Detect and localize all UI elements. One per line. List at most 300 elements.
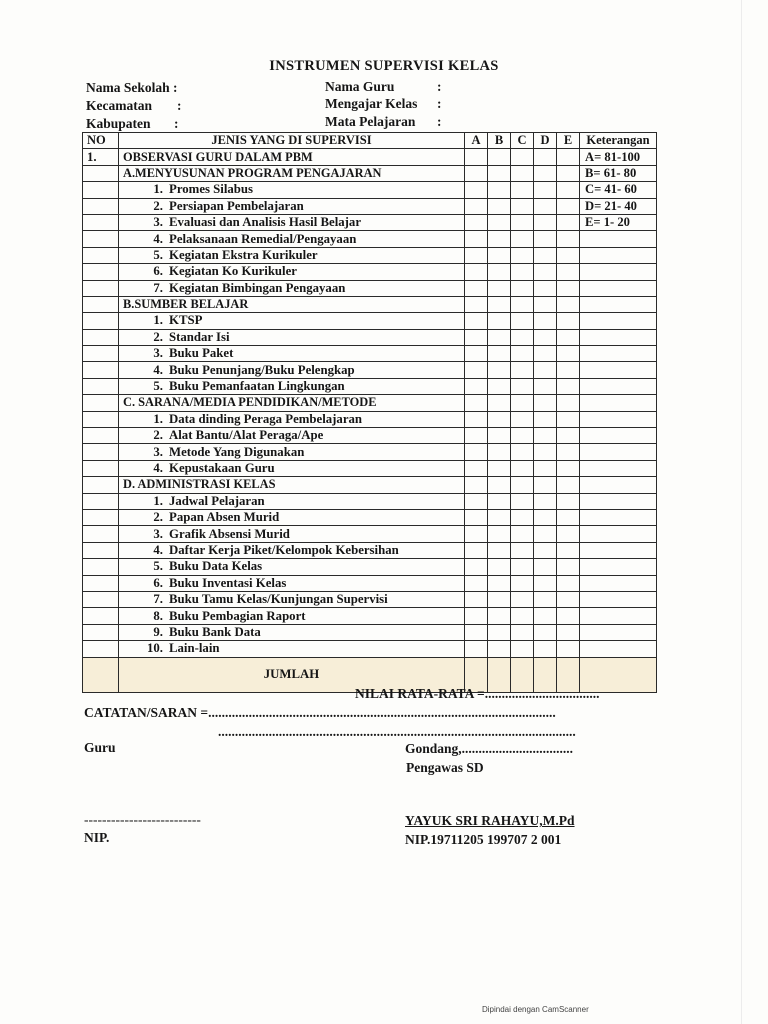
score-cell-a <box>465 264 488 280</box>
score-cell-d <box>534 149 557 165</box>
score-cell-a <box>465 214 488 230</box>
score-cell-a <box>465 231 488 247</box>
score-cell-e <box>557 346 580 362</box>
field-kabupaten <box>86 116 179 132</box>
keterangan-cell <box>580 378 657 394</box>
score-cell-d <box>534 231 557 247</box>
keterangan-cell: E= 1- 20 <box>580 214 657 230</box>
item-label: Buku Paket <box>169 346 234 361</box>
score-cell-b <box>488 559 511 575</box>
guru-signature-line: -------------------------- <box>84 812 201 827</box>
score-cell-c <box>511 509 534 525</box>
score-cell-e <box>557 559 580 575</box>
item-label: Buku Pemanfaatan Lingkungan <box>169 379 345 394</box>
cell-no <box>83 411 119 427</box>
table-row <box>83 624 657 640</box>
item-number: 4. <box>153 542 163 557</box>
score-cell-c <box>511 411 534 427</box>
score-cell-e <box>557 231 580 247</box>
score-cell-a <box>465 280 488 296</box>
item-cell <box>119 460 465 476</box>
keterangan-cell <box>580 559 657 575</box>
role-pengawas: Pengawas SD <box>406 760 484 775</box>
score-cell-b <box>488 477 511 493</box>
total-no-cell <box>83 657 119 692</box>
score-cell-a <box>465 411 488 427</box>
score-cell-e <box>557 411 580 427</box>
score-cell-c <box>511 247 534 263</box>
score-cell-c <box>511 264 534 280</box>
table-row <box>83 559 657 575</box>
score-cell-c <box>511 346 534 362</box>
score-cell-b <box>488 444 511 460</box>
table-section-row <box>83 395 657 411</box>
keterangan-cell <box>580 280 657 296</box>
table-row <box>83 280 657 296</box>
score-cell-e <box>557 526 580 542</box>
keterangan-cell <box>580 575 657 591</box>
header-no: NO <box>83 133 119 149</box>
table-row <box>83 575 657 591</box>
score-cell-b <box>488 296 511 312</box>
score-cell-a <box>465 608 488 624</box>
score-cell-a <box>465 395 488 411</box>
score-cell-d <box>534 378 557 394</box>
score-cell-a <box>465 460 488 476</box>
score-cell-e <box>557 264 580 280</box>
keterangan-cell <box>580 460 657 476</box>
cell-no <box>83 542 119 558</box>
item-label: Buku Inventasi Kelas <box>169 575 287 590</box>
table-row <box>83 444 657 460</box>
item-number: 9. <box>153 624 163 639</box>
item-label: Jadwal Pelajaran <box>169 493 265 508</box>
table-row <box>83 346 657 362</box>
score-cell-a <box>465 378 488 394</box>
item-cell <box>119 280 465 296</box>
cell-no <box>83 198 119 214</box>
score-cell-c <box>511 280 534 296</box>
field-kecamatan <box>86 98 182 114</box>
item-label: Evaluasi dan Analisis Hasil Belajar <box>169 215 361 230</box>
score-cell-e <box>557 591 580 607</box>
score-cell-b <box>488 428 511 444</box>
item-label: Buku Tamu Kelas/Kunjungan Supervisi <box>169 592 388 607</box>
cell-no <box>83 247 119 263</box>
header-b: B <box>488 133 511 149</box>
score-cell-e <box>557 460 580 476</box>
score-cell-d <box>534 493 557 509</box>
cell-no <box>83 182 119 198</box>
score-cell-a <box>465 509 488 525</box>
cell-no <box>83 165 119 181</box>
keterangan-cell <box>580 411 657 427</box>
table-row <box>83 608 657 624</box>
cell-no <box>83 264 119 280</box>
score-cell-e <box>557 149 580 165</box>
field-mengajar-kelas <box>325 96 442 112</box>
score-cell-d <box>534 198 557 214</box>
item-cell <box>119 493 465 509</box>
cell-no <box>83 329 119 345</box>
score-cell-d <box>534 362 557 378</box>
score-cell-e <box>557 296 580 312</box>
cell-no <box>83 493 119 509</box>
score-cell-b <box>488 509 511 525</box>
item-cell <box>119 378 465 394</box>
keterangan-cell <box>580 526 657 542</box>
field-nama-guru-colon: : <box>437 79 442 94</box>
item-number: 5. <box>153 247 163 262</box>
score-cell-d <box>534 280 557 296</box>
item-label: Kegiatan Ko Kurikuler <box>169 264 297 279</box>
score-cell-b <box>488 362 511 378</box>
item-number: 7. <box>153 592 163 607</box>
table-row <box>83 214 657 230</box>
table-row <box>83 198 657 214</box>
score-cell-d <box>534 526 557 542</box>
score-cell-c <box>511 214 534 230</box>
section-title: C. SARANA/MEDIA PENDIDIKAN/METODE <box>119 395 465 411</box>
item-number: 1. <box>153 182 163 197</box>
field-mata-pelajaran-label: Mata Pelajaran <box>325 114 416 129</box>
item-number: 2. <box>153 428 163 443</box>
score-cell-b <box>488 346 511 362</box>
total-label: JUMLAH <box>119 657 465 692</box>
supervisor-name: YAYUK SRI RAHAYU,M.Pd <box>405 813 575 828</box>
item-label: Buku Penunjang/Buku Pelengkap <box>169 362 355 377</box>
score-cell-e <box>557 313 580 329</box>
score-cell-c <box>511 231 534 247</box>
place-date: Gondang,................................. <box>405 741 574 756</box>
item-cell <box>119 444 465 460</box>
score-cell-d <box>534 608 557 624</box>
table-row <box>83 362 657 378</box>
score-cell-d <box>534 460 557 476</box>
score-cell-e <box>557 608 580 624</box>
item-cell <box>119 608 465 624</box>
keterangan-cell <box>580 493 657 509</box>
header-c: C <box>511 133 534 149</box>
score-cell-b <box>488 247 511 263</box>
cell-no <box>83 641 119 657</box>
table-row <box>83 247 657 263</box>
score-cell-d <box>534 329 557 345</box>
score-cell-c <box>511 149 534 165</box>
table-section-row <box>83 296 657 312</box>
score-cell-e <box>557 329 580 345</box>
score-cell-b <box>488 264 511 280</box>
score-cell-d <box>534 395 557 411</box>
field-mata-pelajaran-colon: : <box>437 114 442 129</box>
score-cell-b <box>488 313 511 329</box>
item-cell <box>119 559 465 575</box>
score-cell-e <box>557 395 580 411</box>
keterangan-cell <box>580 231 657 247</box>
keterangan-cell <box>580 641 657 657</box>
score-cell-c <box>511 542 534 558</box>
score-cell-a <box>465 575 488 591</box>
score-cell-b <box>488 411 511 427</box>
item-cell <box>119 247 465 263</box>
keterangan-cell <box>580 477 657 493</box>
cell-no <box>83 591 119 607</box>
score-cell-a <box>465 428 488 444</box>
table-body <box>83 149 657 692</box>
score-cell-e <box>557 428 580 444</box>
item-label: Kepustakaan Guru <box>169 461 275 475</box>
score-cell-c <box>511 444 534 460</box>
score-cell-b <box>488 198 511 214</box>
score-cell-d <box>534 591 557 607</box>
item-cell <box>119 231 465 247</box>
item-label: Alat Bantu/Alat Peraga/Ape <box>169 428 324 443</box>
cell-no <box>83 280 119 296</box>
score-cell-a <box>465 493 488 509</box>
score-cell-d <box>534 641 557 657</box>
field-mengajar-kelas-label: Mengajar Kelas <box>325 96 418 111</box>
keterangan-cell <box>580 428 657 444</box>
item-number: 7. <box>153 280 163 295</box>
cell-no <box>83 575 119 591</box>
score-cell-a <box>465 641 488 657</box>
item-number: 3. <box>153 444 163 459</box>
score-cell-d <box>534 182 557 198</box>
score-cell-d <box>534 313 557 329</box>
score-cell-e <box>557 575 580 591</box>
score-cell-e <box>557 509 580 525</box>
table-row <box>83 313 657 329</box>
table-row <box>83 460 657 476</box>
score-cell-a <box>465 346 488 362</box>
score-cell-d <box>534 247 557 263</box>
item-cell <box>119 198 465 214</box>
score-cell-a <box>465 542 488 558</box>
keterangan-cell <box>580 591 657 607</box>
item-label: Kegiatan Ekstra Kurikuler <box>169 247 318 262</box>
score-cell-e <box>557 247 580 263</box>
score-cell-e <box>557 214 580 230</box>
score-cell-c <box>511 493 534 509</box>
item-number: 4. <box>153 461 163 475</box>
score-cell-c <box>511 641 534 657</box>
score-cell-c <box>511 559 534 575</box>
cell-no <box>83 346 119 362</box>
score-cell-a <box>465 247 488 263</box>
score-cell-b <box>488 395 511 411</box>
cell-no <box>83 231 119 247</box>
score-cell-a <box>465 296 488 312</box>
item-cell <box>119 313 465 329</box>
table-section-row <box>83 149 657 165</box>
cell-no <box>83 214 119 230</box>
score-cell-d <box>534 542 557 558</box>
score-cell-d <box>534 559 557 575</box>
cell-no <box>83 477 119 493</box>
table-section-row <box>83 477 657 493</box>
section-title: B.SUMBER BELAJAR <box>119 296 465 312</box>
item-cell <box>119 641 465 657</box>
field-nama-guru <box>325 79 442 95</box>
score-cell-c <box>511 575 534 591</box>
keterangan-cell <box>580 608 657 624</box>
score-cell-c <box>511 624 534 640</box>
nilai-rata-rata: NILAI RATA-RATA =.................................. <box>355 686 600 701</box>
item-label: Promes Silabus <box>169 182 254 197</box>
item-number: 5. <box>153 379 163 394</box>
item-cell <box>119 542 465 558</box>
item-number: 10. <box>147 641 163 656</box>
score-cell-e <box>557 198 580 214</box>
scan-edge <box>741 0 742 1024</box>
item-cell <box>119 526 465 542</box>
table-row <box>83 428 657 444</box>
keterangan-cell: A= 81-100 <box>580 149 657 165</box>
keterangan-cell <box>580 346 657 362</box>
keterangan-cell <box>580 264 657 280</box>
item-number: 4. <box>153 231 163 246</box>
score-cell-e <box>557 624 580 640</box>
item-cell <box>119 346 465 362</box>
score-cell-e <box>557 182 580 198</box>
item-number: 5. <box>153 559 163 574</box>
cell-no <box>83 509 119 525</box>
table-row <box>83 231 657 247</box>
table-row <box>83 526 657 542</box>
item-number: 3. <box>153 215 163 230</box>
table-row <box>83 182 657 198</box>
keterangan-cell <box>580 444 657 460</box>
score-cell-c <box>511 608 534 624</box>
score-cell-b <box>488 280 511 296</box>
item-number: 6. <box>153 264 163 279</box>
score-cell-e <box>557 493 580 509</box>
header-e: E <box>557 133 580 149</box>
score-cell-c <box>511 428 534 444</box>
keterangan-cell <box>580 313 657 329</box>
item-cell <box>119 264 465 280</box>
table-row <box>83 378 657 394</box>
field-kecamatan-label: Kecamatan <box>86 98 152 113</box>
score-cell-d <box>534 165 557 181</box>
field-mata-pelajaran <box>325 114 442 130</box>
keterangan-cell <box>580 542 657 558</box>
cell-no <box>83 624 119 640</box>
guru-label: Guru <box>84 740 116 755</box>
cell-no <box>83 608 119 624</box>
score-cell-a <box>465 559 488 575</box>
cell-no <box>83 559 119 575</box>
score-cell-a <box>465 182 488 198</box>
cell-no <box>83 362 119 378</box>
score-cell-c <box>511 378 534 394</box>
table-row <box>83 641 657 657</box>
score-cell-b <box>488 182 511 198</box>
score-cell-d <box>534 264 557 280</box>
item-cell <box>119 428 465 444</box>
score-cell-c <box>511 313 534 329</box>
cell-no <box>83 428 119 444</box>
score-cell-e <box>557 362 580 378</box>
score-cell-d <box>534 624 557 640</box>
item-label: Daftar Kerja Piket/Kelompok Kebersihan <box>169 542 399 557</box>
score-cell-a <box>465 165 488 181</box>
table-row <box>83 493 657 509</box>
cell-no <box>83 526 119 542</box>
item-label: Persiapan Pembelajaran <box>169 198 304 213</box>
score-cell-b <box>488 231 511 247</box>
score-cell-b <box>488 608 511 624</box>
section-title: OBSERVASI GURU DALAM PBM <box>119 149 465 165</box>
field-kabupaten-colon: : <box>174 116 179 131</box>
score-cell-c <box>511 591 534 607</box>
item-number: 2. <box>153 198 163 213</box>
score-cell-a <box>465 198 488 214</box>
table-row <box>83 329 657 345</box>
field-kecamatan-colon: : <box>177 98 182 113</box>
item-cell <box>119 509 465 525</box>
score-cell-d <box>534 296 557 312</box>
keterangan-cell: D= 21- 40 <box>580 198 657 214</box>
score-cell-a <box>465 329 488 345</box>
score-cell-c <box>511 182 534 198</box>
score-cell-c <box>511 329 534 345</box>
score-cell-e <box>557 542 580 558</box>
item-cell <box>119 214 465 230</box>
score-cell-b <box>488 591 511 607</box>
cell-no <box>83 395 119 411</box>
field-nama-guru-label: Nama Guru <box>325 79 395 94</box>
cell-no <box>83 313 119 329</box>
supervisor-nip: NIP.19711205 199707 2 001 <box>405 832 562 847</box>
score-cell-c <box>511 296 534 312</box>
keterangan-cell <box>580 395 657 411</box>
score-cell-a <box>465 526 488 542</box>
item-label: Pelaksanaan Remedial/Pengayaan <box>169 231 357 246</box>
item-label: Lain-lain <box>169 641 220 656</box>
header-a: A <box>465 133 488 149</box>
score-cell-e <box>557 477 580 493</box>
score-cell-b <box>488 542 511 558</box>
table-section-row <box>83 165 657 181</box>
score-cell-c <box>511 477 534 493</box>
item-label: Buku Data Kelas <box>169 559 263 574</box>
keterangan-cell <box>580 624 657 640</box>
catatan-saran-line-2: .......................................................................................................... <box>218 724 576 739</box>
item-number: 1. <box>153 313 163 328</box>
guru-nip-label: NIP. <box>84 830 110 845</box>
item-label: KTSP <box>169 313 203 328</box>
item-cell <box>119 591 465 607</box>
keterangan-cell <box>580 296 657 312</box>
score-cell-d <box>534 411 557 427</box>
score-cell-b <box>488 624 511 640</box>
header-keterangan: Keterangan <box>580 133 657 149</box>
score-cell-d <box>534 509 557 525</box>
cell-no <box>83 378 119 394</box>
item-label: Buku Bank Data <box>169 624 261 639</box>
item-label: Grafik Absensi Murid <box>169 526 290 541</box>
score-cell-c <box>511 165 534 181</box>
item-label: Data dinding Peraga Pembelajaran <box>169 411 363 426</box>
table-row <box>83 264 657 280</box>
score-cell-b <box>488 149 511 165</box>
section-title: D. ADMINISTRASI KELAS <box>119 477 465 493</box>
score-cell-b <box>488 526 511 542</box>
keterangan-cell: C= 41- 60 <box>580 182 657 198</box>
score-cell-d <box>534 575 557 591</box>
score-cell-b <box>488 165 511 181</box>
